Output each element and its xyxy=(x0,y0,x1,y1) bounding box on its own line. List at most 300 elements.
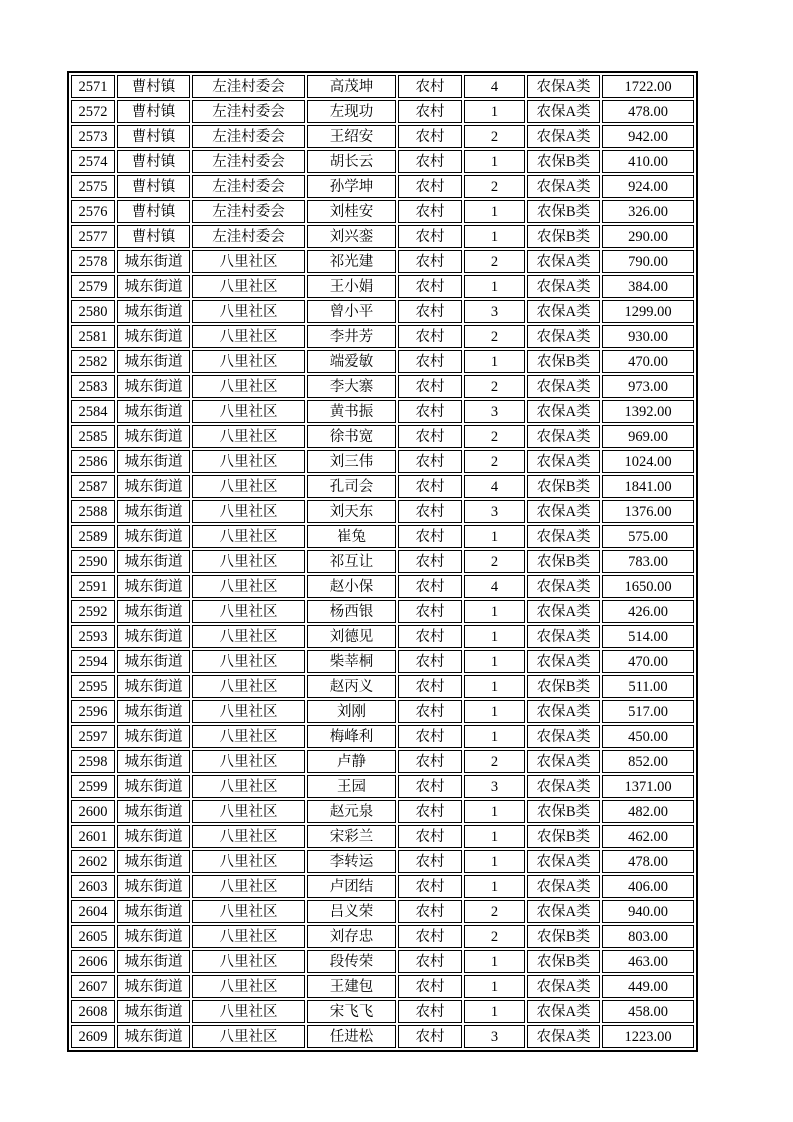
cell-town: 城东街道 xyxy=(117,675,190,698)
cell-village: 左洼村委会 xyxy=(192,75,305,98)
cell-count: 3 xyxy=(464,775,525,798)
cell-residence: 农村 xyxy=(398,900,462,923)
cell-name: 李转运 xyxy=(307,850,396,873)
table-row xyxy=(71,800,694,823)
cell-seq: 2605 xyxy=(71,925,115,948)
cell-town: 城东街道 xyxy=(117,300,190,323)
cell-residence: 农村 xyxy=(398,1000,462,1023)
cell-amount: 973.00 xyxy=(602,375,694,398)
cell-seq: 2586 xyxy=(71,450,115,473)
cell-village: 八里社区 xyxy=(192,475,305,498)
cell-village: 八里社区 xyxy=(192,750,305,773)
cell-town: 曹村镇 xyxy=(117,225,190,248)
cell-village: 八里社区 xyxy=(192,700,305,723)
cell-residence: 农村 xyxy=(398,350,462,373)
table-row xyxy=(71,200,694,223)
cell-seq: 2571 xyxy=(71,75,115,98)
cell-count: 2 xyxy=(464,175,525,198)
cell-seq: 2576 xyxy=(71,200,115,223)
cell-town: 城东街道 xyxy=(117,325,190,348)
cell-residence: 农村 xyxy=(398,650,462,673)
cell-town: 城东街道 xyxy=(117,550,190,573)
cell-residence: 农村 xyxy=(398,400,462,423)
cell-village: 八里社区 xyxy=(192,875,305,898)
cell-name: 黄书振 xyxy=(307,400,396,423)
table-row xyxy=(71,150,694,173)
cell-amount: 384.00 xyxy=(602,275,694,298)
cell-village: 八里社区 xyxy=(192,325,305,348)
cell-category: 农保A类 xyxy=(527,450,600,473)
cell-category: 农保A类 xyxy=(527,275,600,298)
cell-seq: 2575 xyxy=(71,175,115,198)
cell-count: 1 xyxy=(464,725,525,748)
cell-name: 刘刚 xyxy=(307,700,396,723)
cell-category: 农保B类 xyxy=(527,825,600,848)
cell-residence: 农村 xyxy=(398,425,462,448)
cell-seq: 2591 xyxy=(71,575,115,598)
cell-amount: 450.00 xyxy=(602,725,694,748)
cell-town: 城东街道 xyxy=(117,275,190,298)
cell-town: 城东街道 xyxy=(117,1025,190,1048)
cell-village: 八里社区 xyxy=(192,300,305,323)
cell-count: 4 xyxy=(464,575,525,598)
table-row xyxy=(71,625,694,648)
cell-village: 八里社区 xyxy=(192,275,305,298)
table-row xyxy=(71,250,694,273)
cell-residence: 农村 xyxy=(398,500,462,523)
cell-seq: 2577 xyxy=(71,225,115,248)
cell-town: 城东街道 xyxy=(117,725,190,748)
cell-name: 崔兔 xyxy=(307,525,396,548)
cell-count: 1 xyxy=(464,1000,525,1023)
cell-amount: 470.00 xyxy=(602,350,694,373)
cell-count: 2 xyxy=(464,900,525,923)
cell-category: 农保A类 xyxy=(527,750,600,773)
cell-amount: 514.00 xyxy=(602,625,694,648)
cell-seq: 2578 xyxy=(71,250,115,273)
table-row xyxy=(71,175,694,198)
cell-name: 胡长云 xyxy=(307,150,396,173)
cell-name: 孙学坤 xyxy=(307,175,396,198)
cell-category: 农保A类 xyxy=(527,625,600,648)
cell-village: 八里社区 xyxy=(192,425,305,448)
cell-village: 八里社区 xyxy=(192,925,305,948)
cell-town: 曹村镇 xyxy=(117,175,190,198)
cell-count: 2 xyxy=(464,250,525,273)
cell-residence: 农村 xyxy=(398,250,462,273)
table-row xyxy=(71,725,694,748)
cell-category: 农保B类 xyxy=(527,950,600,973)
cell-category: 农保A类 xyxy=(527,1000,600,1023)
cell-name: 赵元泉 xyxy=(307,800,396,823)
cell-count: 2 xyxy=(464,550,525,573)
cell-seq: 2580 xyxy=(71,300,115,323)
cell-amount: 1371.00 xyxy=(602,775,694,798)
cell-seq: 2585 xyxy=(71,425,115,448)
cell-residence: 农村 xyxy=(398,775,462,798)
cell-count: 2 xyxy=(464,375,525,398)
table-row xyxy=(71,450,694,473)
cell-residence: 农村 xyxy=(398,875,462,898)
cell-count: 1 xyxy=(464,625,525,648)
cell-village: 左洼村委会 xyxy=(192,125,305,148)
cell-count: 1 xyxy=(464,700,525,723)
table-row xyxy=(71,350,694,373)
cell-count: 2 xyxy=(464,750,525,773)
cell-amount: 326.00 xyxy=(602,200,694,223)
cell-name: 高茂坤 xyxy=(307,75,396,98)
cell-category: 农保B类 xyxy=(527,925,600,948)
cell-name: 卢团结 xyxy=(307,875,396,898)
table-row xyxy=(71,75,694,98)
cell-seq: 2599 xyxy=(71,775,115,798)
cell-town: 城东街道 xyxy=(117,975,190,998)
cell-category: 农保A类 xyxy=(527,325,600,348)
cell-village: 八里社区 xyxy=(192,650,305,673)
cell-name: 左现功 xyxy=(307,100,396,123)
cell-amount: 517.00 xyxy=(602,700,694,723)
cell-village: 八里社区 xyxy=(192,900,305,923)
cell-village: 八里社区 xyxy=(192,825,305,848)
cell-residence: 农村 xyxy=(398,975,462,998)
cell-town: 城东街道 xyxy=(117,475,190,498)
cell-village: 八里社区 xyxy=(192,950,305,973)
cell-residence: 农村 xyxy=(398,175,462,198)
cell-seq: 2608 xyxy=(71,1000,115,1023)
cell-category: 农保A类 xyxy=(527,575,600,598)
cell-name: 宋彩兰 xyxy=(307,825,396,848)
cell-residence: 农村 xyxy=(398,100,462,123)
cell-town: 城东街道 xyxy=(117,1000,190,1023)
cell-amount: 1392.00 xyxy=(602,400,694,423)
cell-category: 农保B类 xyxy=(527,475,600,498)
cell-seq: 2607 xyxy=(71,975,115,998)
cell-name: 王建包 xyxy=(307,975,396,998)
cell-seq: 2589 xyxy=(71,525,115,548)
cell-residence: 农村 xyxy=(398,925,462,948)
cell-seq: 2603 xyxy=(71,875,115,898)
cell-count: 3 xyxy=(464,400,525,423)
cell-name: 宋飞飞 xyxy=(307,1000,396,1023)
cell-village: 八里社区 xyxy=(192,400,305,423)
cell-category: 农保A类 xyxy=(527,75,600,98)
cell-amount: 426.00 xyxy=(602,600,694,623)
cell-seq: 2593 xyxy=(71,625,115,648)
cell-seq: 2601 xyxy=(71,825,115,848)
cell-town: 城东街道 xyxy=(117,650,190,673)
cell-category: 农保B类 xyxy=(527,800,600,823)
cell-name: 王小娟 xyxy=(307,275,396,298)
cell-town: 城东街道 xyxy=(117,400,190,423)
cell-category: 农保A类 xyxy=(527,125,600,148)
cell-amount: 1299.00 xyxy=(602,300,694,323)
cell-category: 农保A类 xyxy=(527,600,600,623)
cell-town: 城东街道 xyxy=(117,900,190,923)
cell-village: 八里社区 xyxy=(192,1000,305,1023)
cell-town: 城东街道 xyxy=(117,875,190,898)
cell-village: 八里社区 xyxy=(192,850,305,873)
cell-count: 1 xyxy=(464,850,525,873)
table-row xyxy=(71,550,694,573)
cell-category: 农保A类 xyxy=(527,725,600,748)
cell-residence: 农村 xyxy=(398,800,462,823)
cell-town: 城东街道 xyxy=(117,425,190,448)
cell-seq: 2587 xyxy=(71,475,115,498)
cell-amount: 410.00 xyxy=(602,150,694,173)
cell-category: 农保A类 xyxy=(527,875,600,898)
cell-category: 农保A类 xyxy=(527,650,600,673)
cell-residence: 农村 xyxy=(398,625,462,648)
cell-category: 农保B类 xyxy=(527,150,600,173)
cell-residence: 农村 xyxy=(398,375,462,398)
cell-residence: 农村 xyxy=(398,675,462,698)
table-row xyxy=(71,750,694,773)
cell-village: 八里社区 xyxy=(192,600,305,623)
cell-category: 农保B类 xyxy=(527,200,600,223)
cell-seq: 2598 xyxy=(71,750,115,773)
cell-village: 左洼村委会 xyxy=(192,100,305,123)
cell-village: 八里社区 xyxy=(192,625,305,648)
cell-count: 4 xyxy=(464,75,525,98)
table-row xyxy=(71,675,694,698)
cell-residence: 农村 xyxy=(398,225,462,248)
cell-category: 农保A类 xyxy=(527,850,600,873)
cell-seq: 2590 xyxy=(71,550,115,573)
cell-count: 3 xyxy=(464,1025,525,1048)
cell-seq: 2597 xyxy=(71,725,115,748)
cell-name: 李大寨 xyxy=(307,375,396,398)
table-row xyxy=(71,650,694,673)
cell-amount: 290.00 xyxy=(602,225,694,248)
cell-count: 2 xyxy=(464,925,525,948)
cell-town: 城东街道 xyxy=(117,600,190,623)
cell-residence: 农村 xyxy=(398,300,462,323)
cell-seq: 2581 xyxy=(71,325,115,348)
cell-amount: 930.00 xyxy=(602,325,694,348)
cell-amount: 1722.00 xyxy=(602,75,694,98)
cell-count: 1 xyxy=(464,225,525,248)
cell-residence: 农村 xyxy=(398,725,462,748)
cell-count: 1 xyxy=(464,200,525,223)
cell-amount: 478.00 xyxy=(602,850,694,873)
cell-residence: 农村 xyxy=(398,200,462,223)
cell-seq: 2572 xyxy=(71,100,115,123)
cell-residence: 农村 xyxy=(398,150,462,173)
cell-category: 农保A类 xyxy=(527,500,600,523)
cell-name: 柴莘桐 xyxy=(307,650,396,673)
cell-name: 祁互让 xyxy=(307,550,396,573)
table-row xyxy=(71,600,694,623)
cell-residence: 农村 xyxy=(398,950,462,973)
cell-seq: 2573 xyxy=(71,125,115,148)
table-row xyxy=(71,850,694,873)
cell-name: 刘天东 xyxy=(307,500,396,523)
cell-village: 八里社区 xyxy=(192,550,305,573)
cell-residence: 农村 xyxy=(398,475,462,498)
cell-count: 2 xyxy=(464,125,525,148)
cell-category: 农保A类 xyxy=(527,775,600,798)
table-row xyxy=(71,700,694,723)
cell-residence: 农村 xyxy=(398,700,462,723)
cell-name: 卢静 xyxy=(307,750,396,773)
cell-seq: 2602 xyxy=(71,850,115,873)
cell-category: 农保A类 xyxy=(527,975,600,998)
cell-name: 梅峰利 xyxy=(307,725,396,748)
cell-count: 1 xyxy=(464,800,525,823)
cell-town: 城东街道 xyxy=(117,450,190,473)
cell-village: 八里社区 xyxy=(192,250,305,273)
cell-count: 1 xyxy=(464,525,525,548)
cell-amount: 969.00 xyxy=(602,425,694,448)
cell-category: 农保A类 xyxy=(527,100,600,123)
cell-count: 3 xyxy=(464,500,525,523)
cell-count: 1 xyxy=(464,600,525,623)
cell-town: 城东街道 xyxy=(117,375,190,398)
cell-amount: 575.00 xyxy=(602,525,694,548)
cell-amount: 449.00 xyxy=(602,975,694,998)
table-row xyxy=(71,525,694,548)
cell-category: 农保A类 xyxy=(527,250,600,273)
cell-town: 城东街道 xyxy=(117,575,190,598)
cell-amount: 482.00 xyxy=(602,800,694,823)
table-row xyxy=(71,575,694,598)
cell-name: 赵小保 xyxy=(307,575,396,598)
cell-seq: 2609 xyxy=(71,1025,115,1048)
table-row xyxy=(71,275,694,298)
cell-name: 刘桂安 xyxy=(307,200,396,223)
cell-town: 城东街道 xyxy=(117,800,190,823)
cell-count: 1 xyxy=(464,275,525,298)
cell-village: 八里社区 xyxy=(192,350,305,373)
cell-amount: 790.00 xyxy=(602,250,694,273)
cell-name: 刘三伟 xyxy=(307,450,396,473)
cell-count: 1 xyxy=(464,950,525,973)
cell-village: 八里社区 xyxy=(192,525,305,548)
cell-village: 左洼村委会 xyxy=(192,200,305,223)
cell-town: 曹村镇 xyxy=(117,100,190,123)
cell-amount: 1024.00 xyxy=(602,450,694,473)
cell-village: 左洼村委会 xyxy=(192,225,305,248)
cell-town: 城东街道 xyxy=(117,625,190,648)
table-row xyxy=(71,875,694,898)
cell-amount: 942.00 xyxy=(602,125,694,148)
cell-category: 农保B类 xyxy=(527,675,600,698)
table-row xyxy=(71,1000,694,1023)
table-row xyxy=(71,375,694,398)
cell-seq: 2594 xyxy=(71,650,115,673)
cell-count: 1 xyxy=(464,350,525,373)
cell-name: 任进松 xyxy=(307,1025,396,1048)
cell-town: 城东街道 xyxy=(117,950,190,973)
cell-seq: 2579 xyxy=(71,275,115,298)
cell-amount: 1841.00 xyxy=(602,475,694,498)
payment-table xyxy=(67,71,698,1052)
cell-residence: 农村 xyxy=(398,125,462,148)
cell-count: 2 xyxy=(464,450,525,473)
cell-category: 农保A类 xyxy=(527,175,600,198)
cell-seq: 2583 xyxy=(71,375,115,398)
cell-village: 八里社区 xyxy=(192,575,305,598)
cell-village: 八里社区 xyxy=(192,375,305,398)
table-row xyxy=(71,775,694,798)
cell-name: 端爱敏 xyxy=(307,350,396,373)
cell-category: 农保B类 xyxy=(527,350,600,373)
cell-count: 1 xyxy=(464,675,525,698)
cell-seq: 2604 xyxy=(71,900,115,923)
cell-name: 刘兴銮 xyxy=(307,225,396,248)
cell-name: 李井芳 xyxy=(307,325,396,348)
cell-seq: 2606 xyxy=(71,950,115,973)
cell-town: 曹村镇 xyxy=(117,125,190,148)
cell-amount: 1376.00 xyxy=(602,500,694,523)
cell-town: 曹村镇 xyxy=(117,150,190,173)
cell-amount: 783.00 xyxy=(602,550,694,573)
cell-residence: 农村 xyxy=(398,600,462,623)
cell-residence: 农村 xyxy=(398,450,462,473)
cell-name: 段传荣 xyxy=(307,950,396,973)
cell-category: 农保A类 xyxy=(527,525,600,548)
table-row xyxy=(71,325,694,348)
cell-count: 3 xyxy=(464,300,525,323)
cell-name: 徐书宽 xyxy=(307,425,396,448)
cell-residence: 农村 xyxy=(398,575,462,598)
cell-name: 孔司会 xyxy=(307,475,396,498)
cell-residence: 农村 xyxy=(398,1025,462,1048)
cell-category: 农保A类 xyxy=(527,425,600,448)
cell-name: 赵丙义 xyxy=(307,675,396,698)
cell-town: 城东街道 xyxy=(117,525,190,548)
cell-count: 4 xyxy=(464,475,525,498)
table-row xyxy=(71,425,694,448)
cell-category: 农保A类 xyxy=(527,300,600,323)
cell-village: 八里社区 xyxy=(192,500,305,523)
table-row xyxy=(71,300,694,323)
cell-count: 1 xyxy=(464,100,525,123)
table-row xyxy=(71,125,694,148)
cell-seq: 2584 xyxy=(71,400,115,423)
cell-seq: 2582 xyxy=(71,350,115,373)
cell-amount: 1223.00 xyxy=(602,1025,694,1048)
table-row xyxy=(71,500,694,523)
table-row xyxy=(71,825,694,848)
cell-count: 1 xyxy=(464,875,525,898)
cell-town: 城东街道 xyxy=(117,350,190,373)
cell-village: 八里社区 xyxy=(192,725,305,748)
cell-residence: 农村 xyxy=(398,525,462,548)
cell-residence: 农村 xyxy=(398,850,462,873)
cell-name: 吕义荣 xyxy=(307,900,396,923)
cell-category: 农保A类 xyxy=(527,700,600,723)
table-row xyxy=(71,925,694,948)
table-row xyxy=(71,400,694,423)
table-body xyxy=(71,75,694,1048)
cell-town: 城东街道 xyxy=(117,250,190,273)
cell-amount: 803.00 xyxy=(602,925,694,948)
cell-seq: 2574 xyxy=(71,150,115,173)
cell-amount: 478.00 xyxy=(602,100,694,123)
table-row xyxy=(71,475,694,498)
cell-seq: 2595 xyxy=(71,675,115,698)
cell-category: 农保A类 xyxy=(527,375,600,398)
cell-seq: 2588 xyxy=(71,500,115,523)
cell-village: 八里社区 xyxy=(192,450,305,473)
cell-amount: 458.00 xyxy=(602,1000,694,1023)
cell-count: 1 xyxy=(464,650,525,673)
cell-town: 城东街道 xyxy=(117,500,190,523)
cell-count: 1 xyxy=(464,150,525,173)
cell-town: 城东街道 xyxy=(117,825,190,848)
table-row xyxy=(71,975,694,998)
